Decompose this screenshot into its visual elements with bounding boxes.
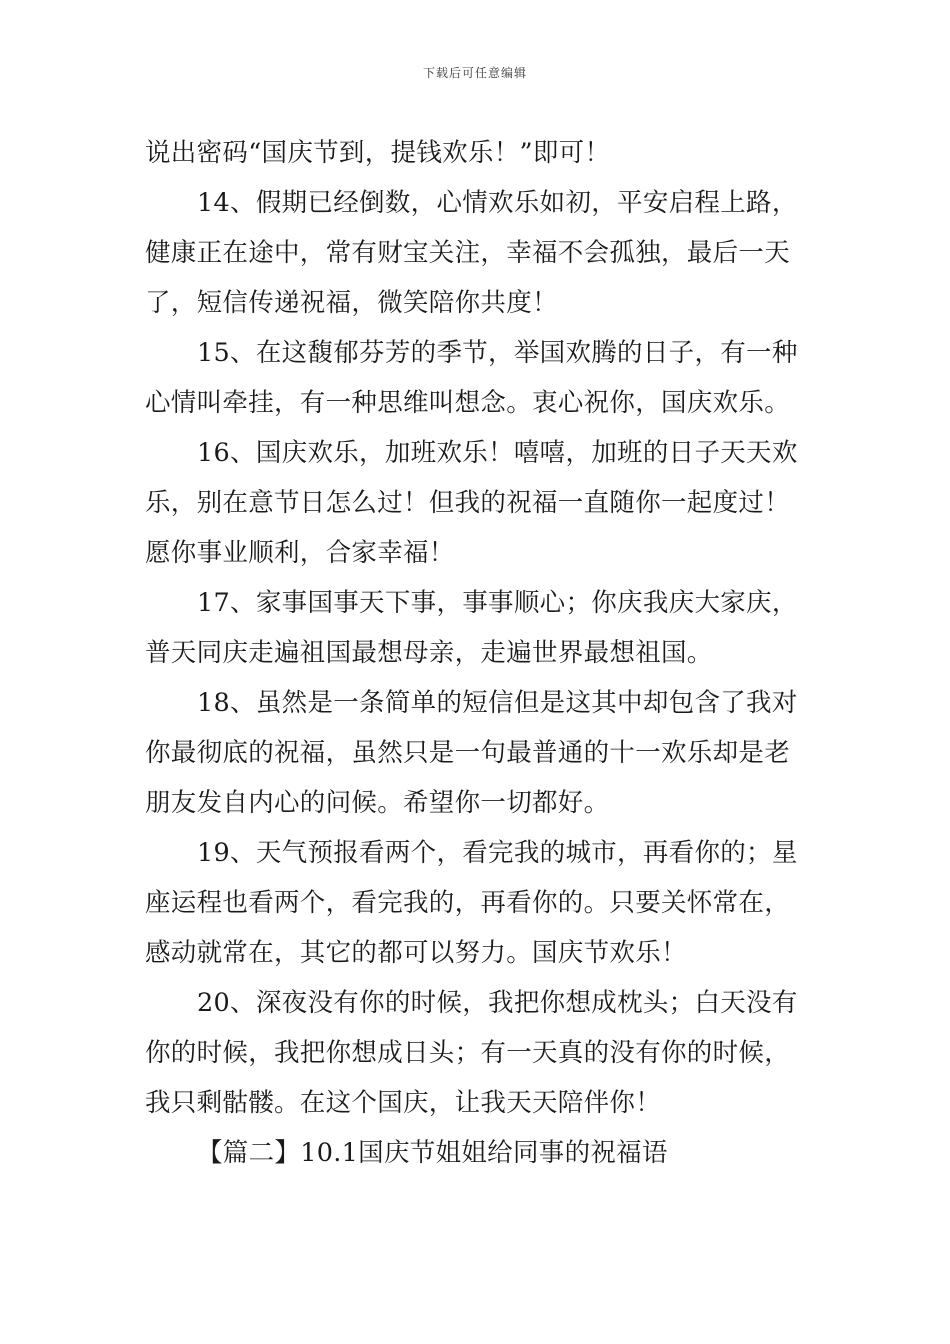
text-line: 我只剩骷髅。在这个国庆，让我天天陪伴你！ bbox=[145, 1088, 662, 1118]
text-line: 你的时候，我把你想成日头；有一天真的没有你的时候， bbox=[145, 1038, 791, 1068]
item-18-line: 18、虽然是一条简单的短信但是这其中却包含了我对 bbox=[197, 688, 798, 718]
page-header: 下载后可任意编辑 bbox=[422, 66, 527, 80]
document-body bbox=[145, 128, 810, 1178]
item-16-line: 16、国庆欢乐，加班欢乐！嘻嘻，加班的日子天天欢 bbox=[197, 438, 798, 468]
text-line: 乐，别在意节日怎么过！但我的祝福一直随你一起度过！ bbox=[145, 488, 791, 518]
item-20-line: 20、深夜没有你的时候，我把你想成枕头；白天没有 bbox=[197, 988, 798, 1018]
text-line: 朋友发自内心的问候。希望你一切都好。 bbox=[145, 788, 610, 818]
text-line: 普天同庆走遍祖国最想母亲，走遍世界最想祖国。 bbox=[145, 638, 713, 668]
text-line: 健康正在途中，常有财宝关注，幸福不会孤独，最后一天 bbox=[145, 238, 791, 268]
text-line: 了，短信传递祝福，微笑陪你共度！ bbox=[145, 288, 558, 318]
item-17-line: 17、家事国事天下事，事事顺心；你庆我庆大家庆， bbox=[197, 588, 798, 618]
text-line: 感动就常在，其它的都可以努力。国庆节欢乐！ bbox=[145, 938, 687, 968]
text-line: 愿你事业顺利，合家幸福！ bbox=[145, 538, 455, 568]
text-line: 座运程也看两个，看完我的，再看你的。只要关怀常在， bbox=[145, 888, 791, 918]
item-15-line: 15、在这馥郁芬芳的季节，举国欢腾的日子，有一种 bbox=[197, 338, 798, 368]
item-14-line: 14、假期已经倒数，心情欢乐如初，平安启程上路， bbox=[197, 188, 798, 218]
text-line: 你最彻底的祝福，虽然只是一句最普通的十一欢乐却是老 bbox=[145, 738, 791, 768]
section-heading: 【篇二】10.1国庆节姐姐给同事的祝福语 bbox=[197, 1138, 668, 1168]
text-line: 心情叫牵挂，有一种思维叫想念。衷心祝你，国庆欢乐。 bbox=[145, 388, 791, 418]
item-19-line: 19、天气预报看两个，看完我的城市，再看你的；星 bbox=[197, 838, 798, 868]
text-line: 说出密码“国庆节到，提钱欢乐！”即可！ bbox=[145, 138, 611, 168]
